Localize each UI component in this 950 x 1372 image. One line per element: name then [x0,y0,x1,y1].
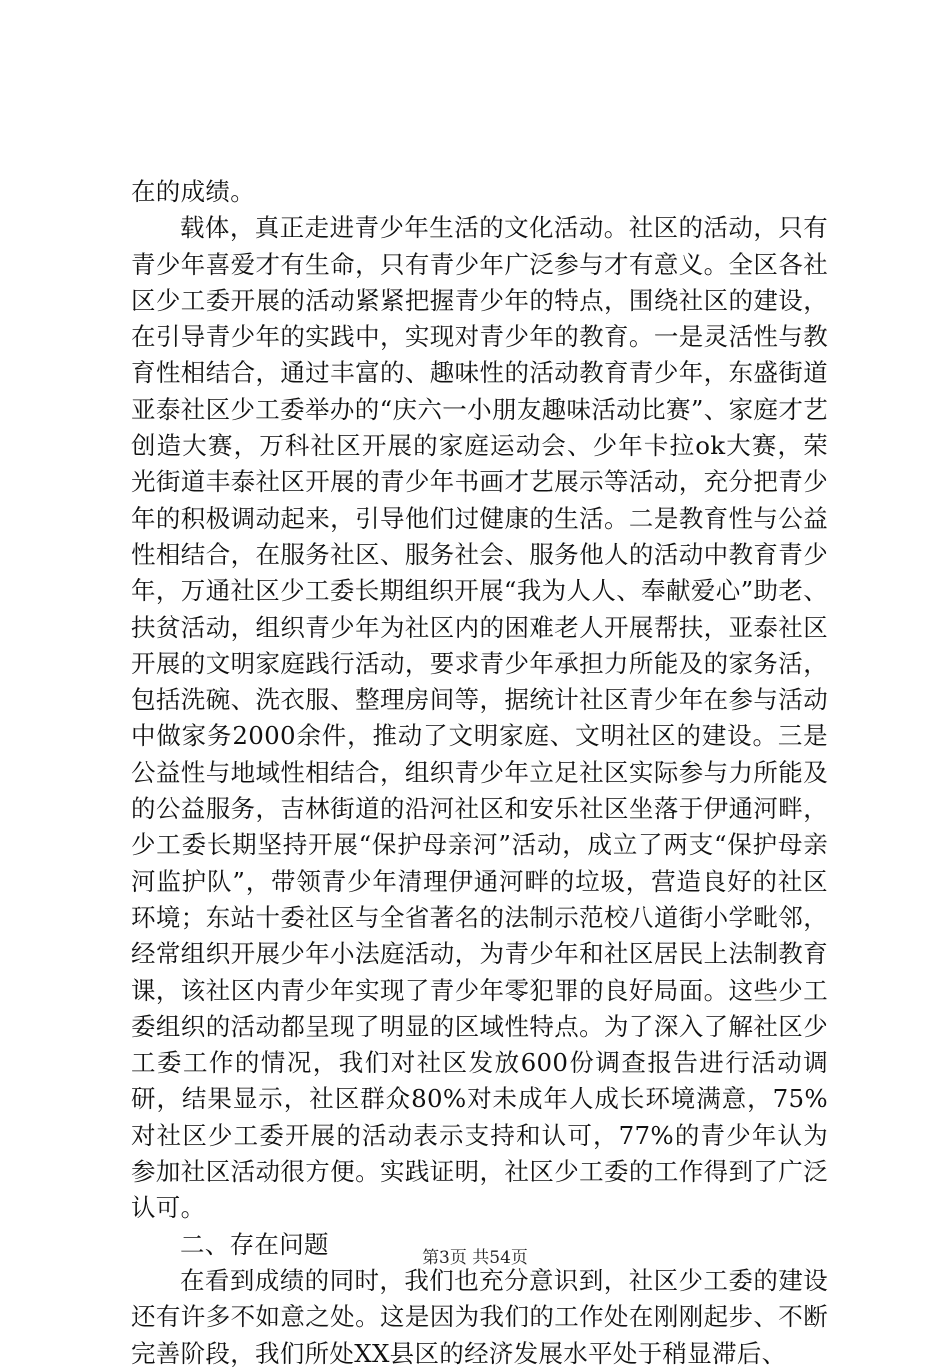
paragraph-continuation: 在的成绩。 [131,177,255,206]
page-number-footer: 第3页 共54页 [422,1248,528,1268]
section-heading-problems: 二、存在问题 [180,1229,329,1259]
paragraph-activities: 载体，真正走进青少年生活的文化活动。社区的活动，只有青少年喜爱才有生命，只有青少年广泛参与才有意义。全区各社区少工委开展的活动紧紧把握青少年的特点，围绕社区的建设，在引导青少年的实践中，实现对青少年的教育。一是灵活性与教育性相结合，通过丰富的、趣味性的活动教育青少年，东盛街道亚泰社区少工委举办的“庆六一小朋友趣味活动比赛”、家庭才艺创造大赛，万科社区开展的家庭运动会、少年卡拉ok大赛，荣光街道丰泰社区开展的青少年书画才艺展示等活动，充分把青少年的积极调动起来，引导他们过健康的生活。二是教育性与公益性相结合，在服务社区、服务社会、服务他人的活动中教育青少年，万通社区少工委长期组织开展“我为人人、奉献爱心”助老、扶贫活动，组织青少年为社区内的困难老人开展帮扶，亚泰社区开展的文明家庭践行活动，要求青少年承担力所能及的家务活，包括洗碗、洗衣服、整理房间等，据统计社区青少年在参与活动中做家务2000余件，推动了文明家庭、文明社区的建设。三是公益性与地域性相结合，组织青少年立足社区实际参与力所能及的公益服务，吉林街道的沿河社区和安乐社区坐落于伊通河畔，少工委长期坚持开展“保护母亲河”活动，成立了两支“保护母亲河监护队”，带领青少年清理伊通河畔的垃圾，营造良好的社区环境；东站十委社区与全省著名的法制示范校八道街小学毗邻，经常组织开展少年小法庭活动，为青少年和社区居民上法制教育课，该社区内青少年实现了青少年零犯罪的良好局面。这些少工委组织的活动都呈现了明显的区域性特点。为了深入了解社区少工委工作的情况，我们对社区发放600份调查报告进行活动调研，结果显示，社区群众80%对未成年人成长环境满意，75%对社区少工委开展的活动表示支持和认可，77%的青少年认为参加社区活动很方便。实践证明，社区少工委的工作得到了广泛认可。 [131,213,828,1223]
document-body [131,174,828,1372]
paragraph-problems: 在看到成绩的同时，我们也充分意识到，社区少工委的建设还有许多不如意之处。这是因为我们的工作处在刚刚起步、不断完善阶段，我们所处XX县区的经济发展水平处于稍显滞后、 [131,1265,828,1368]
